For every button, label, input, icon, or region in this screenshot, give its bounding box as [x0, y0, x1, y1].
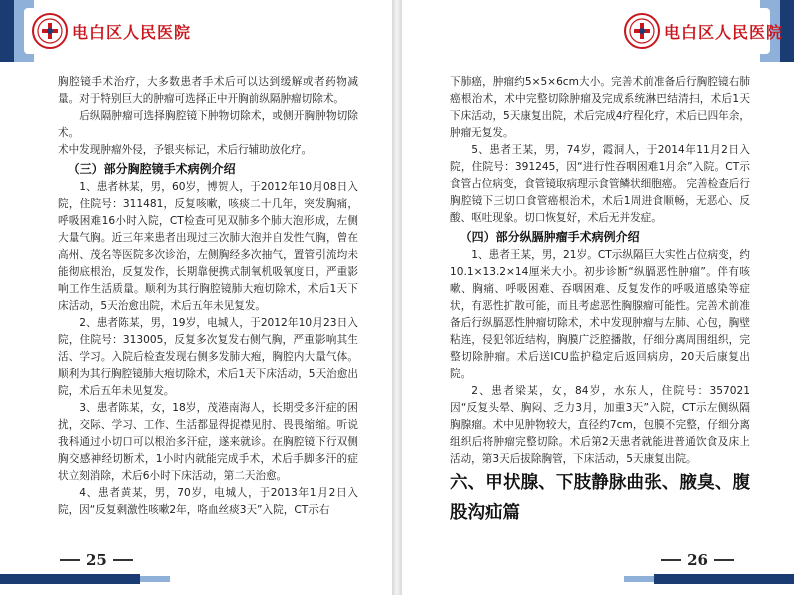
left-page-text: [58, 74, 358, 519]
footer-band-dark: [0, 574, 140, 584]
case-paragraph: 3、患者陈某，女，18岁，茂港南海人，长期受多汗症的困扰，交际、学习、工作、生活都显得捉襟见肘、畏畏缩缩。听说我科通过小切口可以根治多汗症，遂来就诊。在胸腔镜下行双侧胸交感神经切断术，1小时内就能完成手术，术后手脚多汗的症状立刻消除，术后6小时下床活动，第二天治愈。: [58, 402, 358, 482]
paragraph: 胸腔镜手术治疗，大多数患者手术后可以达到缓解或者药物减量。对于特别巨大的肿瘤可选择正中开胸前纵隔肿瘤切除术。: [58, 76, 358, 105]
header-band-dark: [0, 0, 14, 62]
footer-band-light: [624, 576, 654, 582]
left-page: [0, 0, 392, 595]
hospital-logo-icon: [32, 13, 68, 49]
page-number: 26: [687, 551, 708, 569]
footer-dash: [714, 559, 734, 561]
section-title: （三）部分胸腔镜手术病例介绍: [67, 162, 236, 176]
footer-dash: [113, 559, 133, 561]
hospital-name: 电白区人民医院: [72, 22, 192, 42]
right-page-footer: [661, 548, 734, 572]
left-page-footer: [60, 548, 133, 572]
footer-dash: [60, 559, 80, 561]
paragraph: 下肺癌，肿瘤约5×5×6cm大小。完善术前准备后行胸腔镜右肺癌根治术，术中完整切除肿瘤及完成系统淋巴结清扫，术后1天下床活动，5天康复出院，术后完成4疗程化疗，术后已四年余，肿瘤无复发。: [450, 76, 750, 139]
paragraph: 术中发现肿瘤外侵，予银夹标记，术后行辅助放化疗。: [58, 144, 313, 156]
case-paragraph: 1、患者林某，男，60岁，博贺人，于2012年10月08日入院，住院号：311481，反复咳嗽，咳痰二十几年，突发胸痛，呼吸困难16小时入院，CT检查可见双肺多个肺大泡形成，左侧大量气胸。近三年来患者出现过三次肺大泡并自发性气胸，曾在高州、茂名等医院多次诊治，左侧胸经多次抽气，置管引流均未能彻底根治，反复发作，长期靠便携式制氧机吸氧度日，严重影响工作生活质量。顺利为其行胸腔镜肺大疱切除术，术后1天下床活动，5天治愈出院，术后五年未见复发。: [58, 181, 358, 312]
book-gutter: [392, 0, 402, 595]
case-paragraph: 4、患者黄某，男，70岁，电城人，于2013年1月2日入院，因“反复剩激性咳嗽2年，咯血丝痰3天”入院，CT示右: [58, 487, 358, 516]
page-number: 25: [86, 551, 107, 569]
footer-band-dark: [654, 574, 794, 584]
footer-dash: [661, 559, 681, 561]
right-page: [402, 0, 794, 595]
case-paragraph: 2、患者梁某，女，84岁，水东人，住院号：357021 因“反复头晕、胸闷、乏力3月，加重3天”入院，CT示左侧纵隔胸腺瘤。术中见肿物较大，直径约7cm，包膜不完整，仔细分离组织后将肿瘤完整切除。术后第2天患者就能进普通饮食及床上活动，第3天后拔除胸管，下床活动，5天康复出院。: [450, 385, 750, 465]
paragraph: 后纵隔肿瘤可选择胸腔镜下肿物切除术，或侧开胸肿物切除术。: [58, 110, 358, 139]
right-page-header: [402, 0, 794, 62]
hospital-logo-icon: [624, 13, 660, 49]
case-paragraph: 5、患者王某，男，74岁，霞洞人，于2014年11月2日入院，住院号：391245，因“进行性吞咽困难1月余”入院。CT示食管占位病变，食管镜取病理示食管鳞状细胞癌。 完善检查后行胸腔镜下三切口食管癌根治术，术后1周进食顺畅，无恶心、反酸、呕吐现象。切口恢复好，术后无并发症。: [450, 144, 750, 224]
left-page-header: [0, 0, 392, 62]
footer-band-light: [140, 576, 170, 582]
chapter-title: 六、甲状腺、下肢静脉曲张、腋臭、腹股沟疝篇: [450, 473, 750, 523]
right-page-text: [450, 74, 750, 528]
case-paragraph: 1、患者王某，男，21岁。CT示纵隔巨大实性占位病变，约10.1×13.2×14厘米大小。初步诊断“纵膈恶性肿瘤”。伴有咳嗽、胸痛、呼吸困难、吞咽困难、反复发作的呼吸道感染等症状，有恶性扩散可能，而且考虑恶性胸腺瘤可能性。完善术前准备后行纵膈恶性肿瘤切除术，术中发现肿瘤与左肺、心包，胸壁粘连，侵犯邻近结构，胸膜广泛腔播散，仔细分离周围组织，完整切除肿瘤。术后送ICU监护稳定后返回病房，20天后康复出院。: [450, 249, 750, 380]
section-title: （四）部分纵膈肿瘤手术病例介绍: [459, 230, 640, 244]
hospital-name: 电白区人民医院: [664, 22, 784, 42]
case-paragraph: 2、患者陈某，男，19岁，电城人，于2012年10月23日入院，住院号：313005，反复多次复发右侧气胸，严重影响其生活、学习。入院后检查发现右侧多发肺大疱，胸腔内大量气体。顺利为其行胸腔镜肺大疱切除术，术后1天下床活动，5天治愈出院，术后五年未见复发。: [58, 317, 358, 397]
hospital-brand: [32, 13, 191, 49]
hospital-brand: [624, 13, 783, 49]
